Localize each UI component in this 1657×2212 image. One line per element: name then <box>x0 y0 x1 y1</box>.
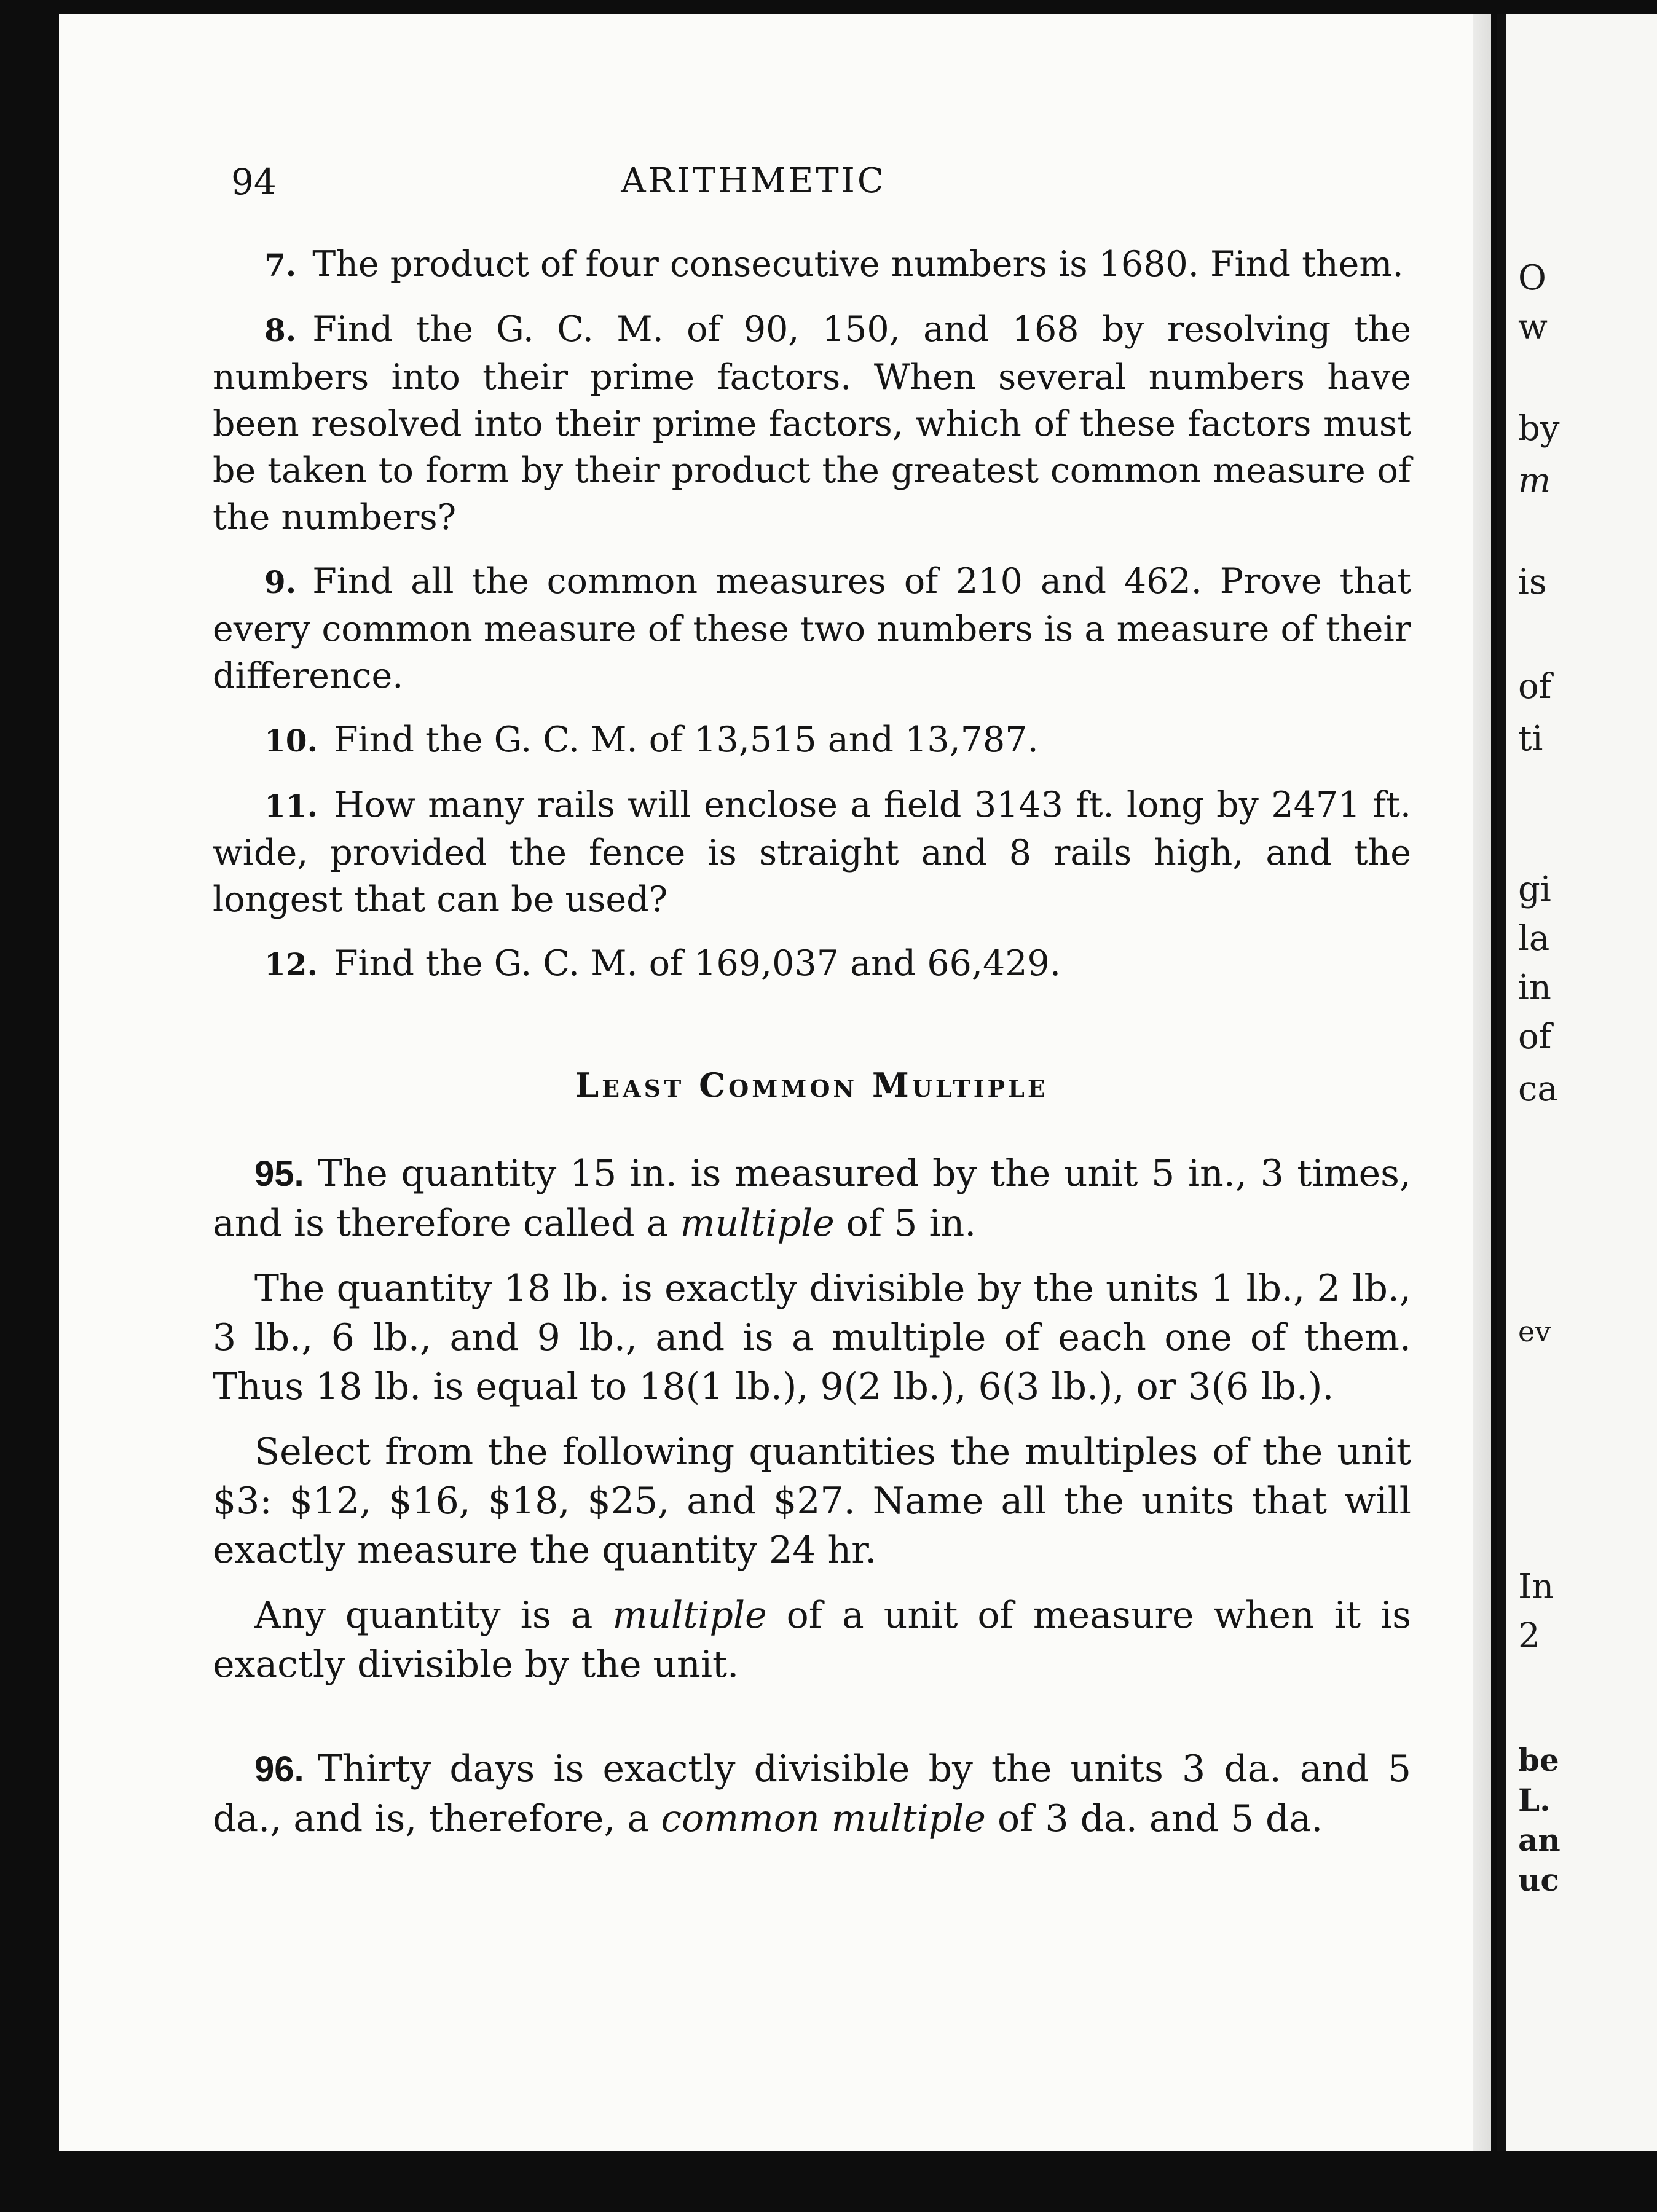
paragraph-95 <box>213 1149 1411 1248</box>
running-head <box>231 161 1399 210</box>
facing-text-fragment: is <box>1518 562 1547 602</box>
paragraph-text: Thirty days is exactly divisible by the units 3 da. and 5 da., and is, therefore, a <box>213 1747 1411 1840</box>
running-title: ARITHMETIC <box>621 161 886 201</box>
paragraph-text: of 5 in. <box>834 1202 977 1245</box>
facing-text-fragment: by <box>1518 409 1560 449</box>
paragraph-text: Any quantity is a <box>254 1594 613 1637</box>
facing-text-fragment: uc <box>1518 1862 1559 1898</box>
facing-text-fragment: ti <box>1518 719 1543 759</box>
paragraph-select: Select from the following quantities the multiples of the unit $3: $12, $16, $18, $25, and $27. Name all the units that will exactly measure the quantity 24 hr. <box>213 1430 1411 1572</box>
paragraph-text: The quantity 15 in. is measured by the unit 5 in., 3 times, and is therefore called a <box>213 1152 1411 1245</box>
exercise-7 <box>213 241 1411 289</box>
paragraph-number: 96. <box>254 1749 304 1789</box>
facing-text-fragment: O <box>1518 258 1546 298</box>
emphasis-term: common multiple <box>661 1797 986 1840</box>
exercise-number: 12. <box>264 946 318 982</box>
exercise-10 <box>213 716 1411 764</box>
exercise-11 <box>213 782 1411 923</box>
exercise-12 <box>213 940 1411 988</box>
facing-text-fragment: ev <box>1518 1315 1551 1348</box>
scan-border <box>0 2151 1657 2212</box>
exercise-text: How many rails will enclose a field 3143 ft. long by 2471 ft. wide, provided the fence is straight and 8 rails high, and the longest that can be used? <box>213 785 1411 920</box>
facing-text-fragment: m <box>1518 461 1551 501</box>
paragraph-96 <box>213 1744 1411 1843</box>
page-body <box>213 241 1411 1859</box>
book-gutter <box>1473 14 1491 2158</box>
facing-text-fragment: 2 <box>1518 1616 1540 1656</box>
exercise-number: 10. <box>264 723 318 759</box>
paragraph-number: 95. <box>254 1154 304 1194</box>
exercise-text: Find the G. C. M. of 169,037 and 66,429. <box>334 943 1061 984</box>
exercise-number: 9. <box>264 564 297 600</box>
paragraph-divisible: The quantity 18 lb. is exactly divisible by the units 1 lb., 2 lb., 3 lb., 6 lb., and 9 lb., and is a multiple of each one of them. Thus 18 lb. is equal to 18(1 lb.), 9(2 lb.), 6(3 lb.), or 3(6 lb.). <box>213 1267 1411 1408</box>
exercise-9 <box>213 558 1411 699</box>
emphasis-term: multiple <box>612 1594 767 1637</box>
facing-text-fragment: of <box>1518 1017 1552 1057</box>
page-number: 94 <box>231 161 277 203</box>
facing-text-fragment: an <box>1518 1822 1561 1858</box>
exercise-text: The product of four consecutive numbers is 1680. Find them. <box>312 244 1404 284</box>
exercise-number: 7. <box>264 247 297 283</box>
book-spine <box>1497 14 1506 2158</box>
facing-text-fragment: la <box>1518 919 1550 959</box>
facing-text-fragment: be <box>1518 1742 1559 1778</box>
exercise-text: Find the G. C. M. of 13,515 and 13,787. <box>334 720 1039 760</box>
exercise-number: 11. <box>264 788 318 824</box>
book-page <box>59 14 1491 2158</box>
facing-text-fragment: of <box>1518 667 1552 707</box>
paragraph-text: of a unit of measure when it is exactly divisible by the unit. <box>213 1594 1411 1686</box>
exercise-text: Find the G. C. M. of 90, 150, and 168 by resolving the numbers into their prime factors. When several numbers have been resolved into their prime factors, which of these factors must be taken to form by their product the greatest common measure of the numbers? <box>213 309 1411 538</box>
facing-text-fragment: gi <box>1518 869 1551 909</box>
emphasis-term: multiple <box>680 1202 835 1245</box>
exercise-8 <box>213 306 1411 541</box>
facing-text-fragment: w <box>1518 307 1548 347</box>
paragraph-definition <box>213 1591 1411 1689</box>
section-heading: Least Common Multiple <box>575 1065 1049 1105</box>
exercise-number: 8. <box>264 312 297 348</box>
paragraph-text: of 3 da. and 5 da. <box>985 1797 1323 1840</box>
exercise-text: Find all the common measures of 210 and 462. Prove that every common measure of these two numbers is a measure of their difference. <box>213 561 1411 696</box>
facing-text-fragment: L. <box>1518 1782 1551 1818</box>
facing-text-fragment: in <box>1518 968 1551 1008</box>
facing-text-fragment: ca <box>1518 1069 1558 1109</box>
facing-text-fragment: In <box>1518 1567 1554 1607</box>
